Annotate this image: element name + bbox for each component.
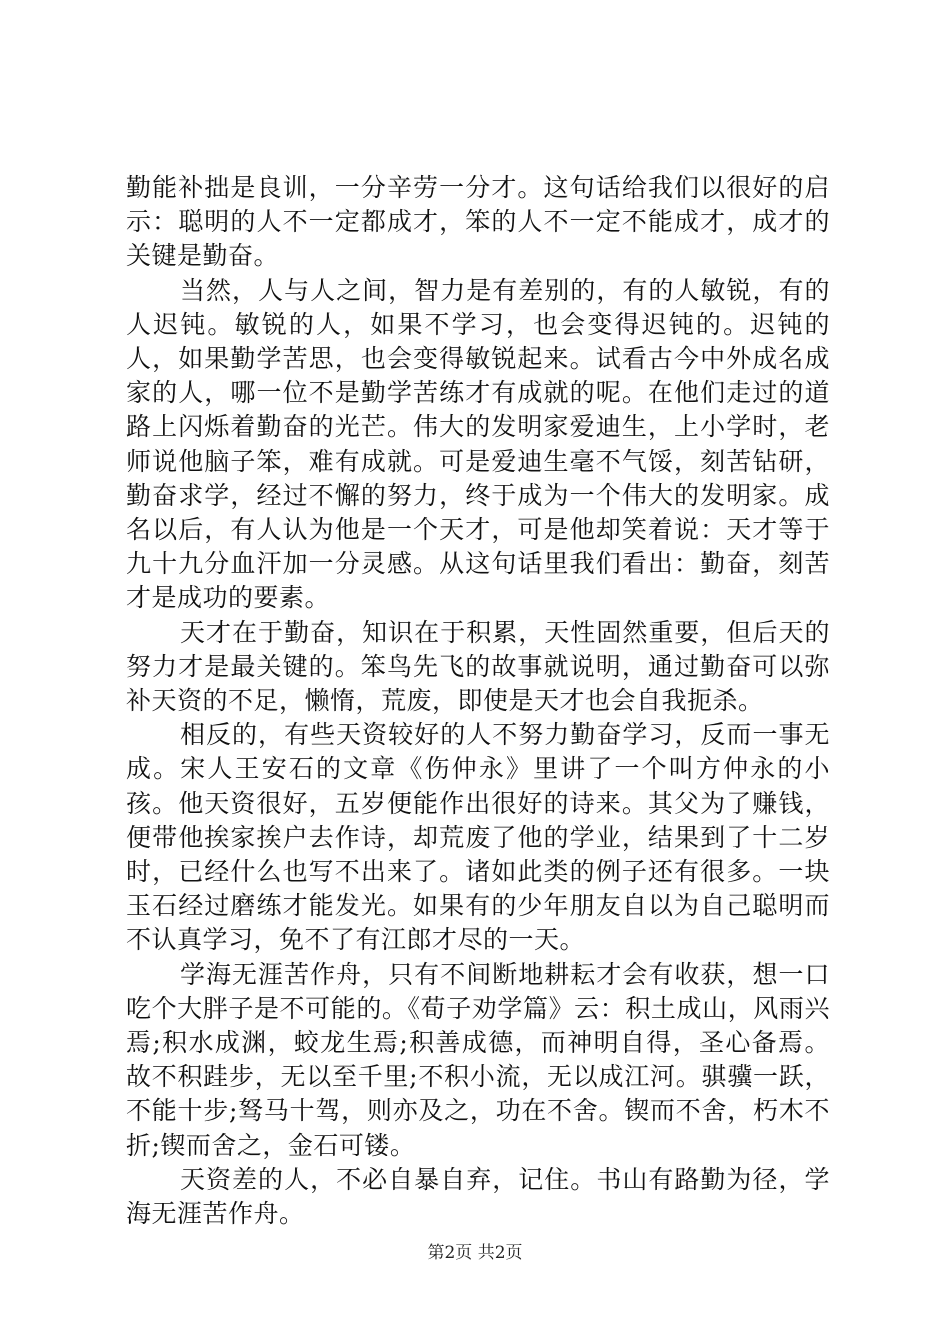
paragraph-5: 学海无涯苦作舟，只有不间断地耕耘才会有收获，想一口吃个大胖子是不可能的。《荀子劝学篇》云：积土成山，风雨兴焉;积水成渊，蛟龙生焉;积善成德，而神明自得，圣心备焉。故不积跬步，无以至千里;不积小流，无以成江河。骐骥一跃，不能十步;驽马十驾，则亦及之，功在不舍。锲而不舍，朽木不折;锲而舍之，金石可镂。 (126, 959, 830, 1160)
page-number-footer: 第2页 共2页 (427, 1243, 523, 1263)
paragraph-3: 天才在于勤奋，知识在于积累，天性固然重要，但后天的努力才是最关键的。笨鸟先飞的故事就说明，通过勤奋可以弥补天资的不足，懒惰，荒废，即使是天才也会自我扼杀。 (126, 617, 830, 716)
document-body (126, 171, 830, 1231)
paragraph-1: 勤能补拙是良训，一分辛劳一分才。这句话给我们以很好的启示：聪明的人不一定都成才，笨的人不一定不能成才，成才的关键是勤奋。 (126, 173, 830, 271)
paragraph-6: 天资差的人，不必自暴自弃，记住。书山有路勤为径，学海无涯苦作舟。 (126, 1164, 830, 1229)
paragraph-2: 当然，人与人之间，智力是有差别的，有的人敏锐，有的人迟钝。敏锐的人，如果不学习，也会变得迟钝的。迟钝的人，如果勤学苦思，也会变得敏锐起来。试看古今中外成名成家的人，哪一位不是勤学苦练才有成就的呢。在他们走过的道路上闪烁着勤奋的光芒。伟大的发明家爱迪生，上小学时，老师说他脑子笨，难有成就。可是爱迪生毫不气馁，刻苦钻研，勤奋求学，经过不懈的努力，终于成为一个伟大的发明家。成名以后，有人认为他是一个天才，可是他却笑着说：天才等于九十九分血汗加一分灵感。从这句话里我们看出：勤奋，刻苦才是成功的要素。 (126, 275, 830, 613)
paragraph-4: 相反的，有些天资较好的人不努力勤奋学习，反而一事无成。宋人王安石的文章《伤仲永》里讲了一个叫方仲永的小孩。他天资很好，五岁便能作出很好的诗来。其父为了赚钱，便带他挨家挨户去作诗，却荒废了他的学业，结果到了十二岁时，已经什么也写不出来了。诸如此类的例子还有很多。一块玉石经过磨练才能发光。如果有的少年朋友自以为自己聪明而不认真学习，免不了有江郎才尽的一天。 (126, 720, 830, 955)
